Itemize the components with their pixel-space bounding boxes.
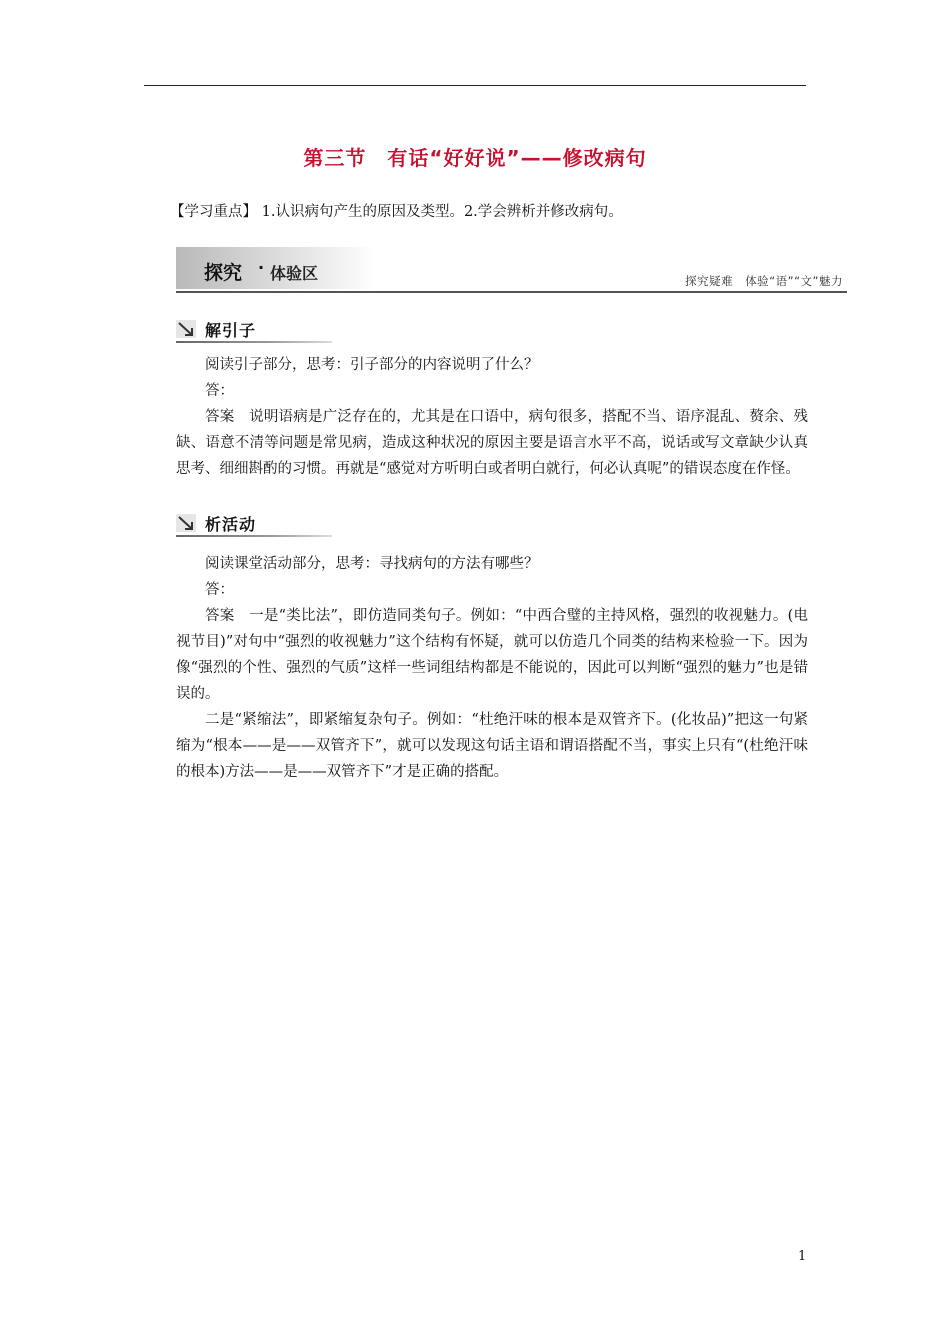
diagonal-arrow-icon <box>176 514 196 532</box>
question-2: 阅读课堂活动部分，思考：寻找病句的方法有哪些？ <box>205 556 539 572</box>
answer-1: 答案 说明语病是广泛存在的，尤其是在口语中，病句很多，搭配不当、语序混乱、赘余、残缺、语意不清等问题是常见病，造成这种状况的原因主要是语言水平不高，说话或写文章缺少认真思考、细细斟酌的习惯。再就是“感觉对方听明白或者明白就行，何必认真呢”的错误态度在作怪。 <box>176 409 808 477</box>
answer-label-2: 答： <box>205 582 234 598</box>
section-heading-label: 解引子 <box>205 321 257 340</box>
section-band <box>176 247 847 293</box>
band-dot: · <box>258 258 265 277</box>
answer-2-continued: 二是“紧缩法”，即紧缩复杂句子。例如：“杜绝汗味的根本是双管齐下。(化妆品)”把这一句紧缩为“根本——是——双管齐下”，就可以发现这句话主语和谓语搭配不当，事实上只有“(杜绝汗味的根本)方法——是——双管齐下”才是正确的搭配。 <box>176 712 808 780</box>
band-right-label: 探究疑难 体验“语”“文”魅力 <box>685 274 843 288</box>
key-points: 【学习重点】 1.认识病句产生的原因及类型。2.学会辨析并修改病句。 <box>170 204 623 220</box>
page-title: 第三节 有话“好好说”——修改病句 <box>303 146 647 170</box>
band-sub-label: 体验区 <box>270 264 319 283</box>
section-heading-2 <box>176 512 332 536</box>
answer-2: 答案 一是“类比法”，即仿造同类句子。例如：“中西合璧的主持风格，强烈的收视魅力。(电视节目)”对句中“强烈的收视魅力”这个结构有怀疑，就可以仿造几个同类的结构来检验一下。因为像“强烈的个性、强烈的气质”这样一些词组结构都是不能说的，因此可以判断“强烈的魅力”也是错误的。 <box>176 608 808 702</box>
heading-underline <box>176 341 332 343</box>
header-rule <box>144 85 806 86</box>
diagonal-arrow-icon <box>176 320 196 338</box>
page-number: 1 <box>798 1249 807 1264</box>
section-heading-1 <box>176 318 332 342</box>
question-1: 阅读引子部分，思考：引子部分的内容说明了什么？ <box>205 357 539 373</box>
heading-underline <box>176 535 332 537</box>
answer-label-1: 答： <box>205 383 234 399</box>
section-heading-label: 析活动 <box>205 515 257 534</box>
band-main-label: 探究 <box>204 262 243 284</box>
